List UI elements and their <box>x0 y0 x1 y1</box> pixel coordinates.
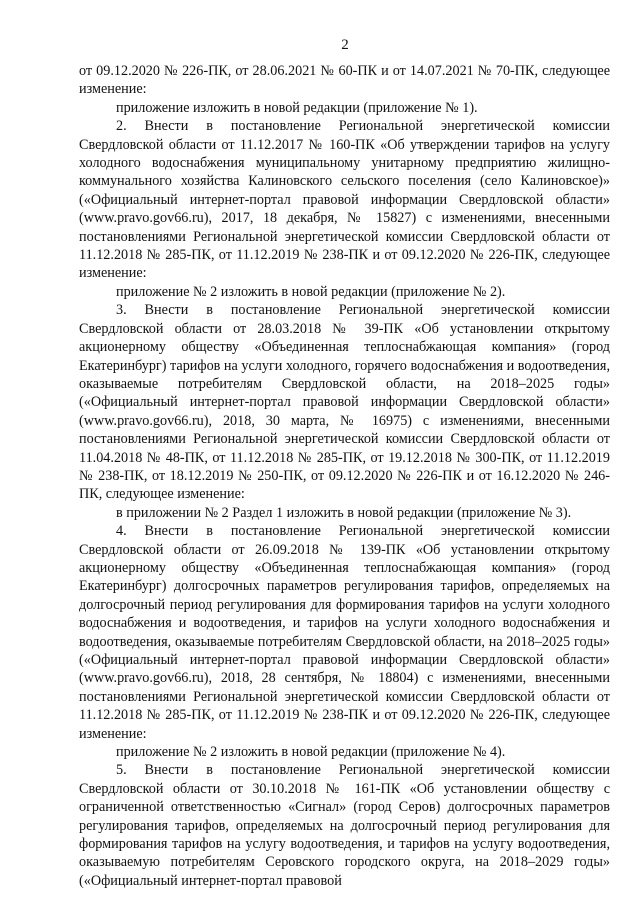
paragraph-item-4: 4. Внести в постановление Региональной энергетической комиссии Свердловской области от 26.09.2018 № 139-ПК «Об установлении открытому акционерному обществу «Объединенная теплоснабжающая компания» (город Екатеринбург) долгосрочных параметров регулирования тарифов, определяемых на долгосрочный период регулирования для формирования тарифов на услуги холодного водоснабжения и водоотведения, и тарифов на услуги холодного водоснабжения и водоотведения, оказываемые потребителям Свердловской области, на 2018–2025 годы» («Официальный интернет-портал правовой информации Свердловской области» (www.pravo.gov66.ru), 2018, 28 сентября, № 18804) с изменениями, внесенными постановлениями Региональной энергетической комиссии Свердловской области от 11.12.2018 № 285-ПК, от 11.12.2019 № 238-ПК и от 09.12.2020 № 226-ПК, следующее изменение: <box>79 523 610 742</box>
paragraph-appendix-1: приложение изложить в новой редакции (приложение № 1). <box>116 99 478 116</box>
paragraph-item-5: 5. Внести в постановление Региональной энергетической комиссии Свердловской области от 30.10.2018 № 161-ПК «Об установлении обществу с ограниченной ответственностью «Сигнал» (город Серов) долгосрочных параметров регулирования тарифов, определяемых на долгосрочный период регулирования для формирования тарифов на услугу водоотведения, и тарифов на услугу водоотведения, оказываемую потребителям Серовского городского округа, на 2018–2029 годы» («Официальный интернет-портал правовой <box>79 762 610 889</box>
paragraph-continuation: от 09.12.2020 № 226-ПК, от 28.06.2021 № 60-ПК и от 14.07.2021 № 70-ПК, следующее изменение: <box>79 63 610 98</box>
document-body <box>79 62 610 890</box>
paragraph-appendix-2: приложение № 2 изложить в новой редакции (приложение № 2). <box>116 283 506 300</box>
paragraph-item-2: 2. Внести в постановление Региональной энергетической комиссии Свердловской области от 11.12.2017 № 160-ПК «Об утверждении тарифов на услугу холодного водоснабжения муниципальному унитарному предприятию жилищно-коммунального хозяйства Калиновского сельского поселения (село Калиновское)» («Официальный интернет-портал правовой информации Свердловской области» (www.pravo.gov66.ru), 2017, 18 декабря, № 15827) с изменениями, внесенными постановлениями Региональной энергетической комиссии Свердловской области от 11.12.2018 № 285-ПК, от 11.12.2019 № 238-ПК и от 09.12.2020 № 226-ПК, следующее изменение: <box>79 118 610 282</box>
paragraph-item-3: 3. Внести в постановление Региональной энергетической комиссии Свердловской области от 28.03.2018 № 39-ПК «Об установлении открытому акционерному обществу «Объединенная теплоснабжающая компания» (город Екатеринбург) тарифов на услуги холодного, горячего водоснабжения и водоотведения, оказываемые потребителям Свердловской области, на 2018–2025 годы» («Официальный интернет-портал правовой информации Свердловской области» (www.pravo.gov66.ru), 2018, 30 марта, № 16975) с изменениями, внесенными постановлениями Региональной энергетической комиссии Свердловской области от 11.04.2018 № 48-ПК, от 11.12.2018 № 285-ПК, от 19.12.2018 № 300-ПК, от 11.12.2019 № 238-ПК, от 18.12.2019 № 250-ПК, от 09.12.2020 № 226-ПК и от 16.12.2020 № 246-ПК, следующее изменение: <box>79 302 610 503</box>
paragraph-appendix-3: в приложении № 2 Раздел 1 изложить в новой редакции (приложение № 3). <box>116 504 572 521</box>
page-number: 2 <box>341 37 349 53</box>
paragraph-appendix-4: приложение № 2 изложить в новой редакции (приложение № 4). <box>116 744 506 761</box>
